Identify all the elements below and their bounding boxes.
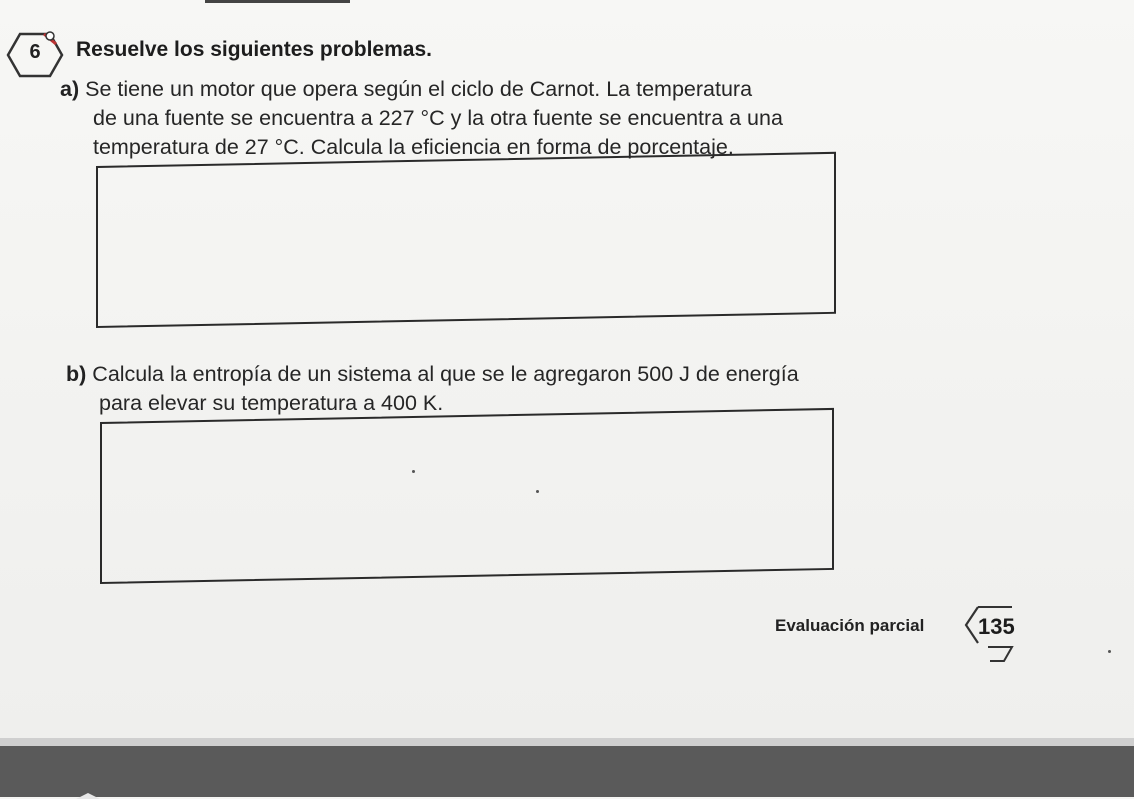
section-label: Evaluación parcial <box>775 616 925 635</box>
problem-a-label: a) <box>60 77 80 101</box>
top-rule <box>205 0 350 3</box>
answer-box-a[interactable] <box>96 152 836 328</box>
problem-b <box>66 360 799 418</box>
paper-speck <box>536 490 539 493</box>
page-number: 135 <box>978 614 1015 639</box>
problem-a-line-1: Se tiene un motor que opera según el ciclo de Carnot. La temperatura <box>85 77 753 101</box>
answer-box-b[interactable] <box>100 408 834 584</box>
bottom-toolbar <box>0 738 1134 797</box>
problem-b-line-2: para elevar su temperatura a 400 K. <box>99 391 444 415</box>
paper-speck <box>412 470 415 473</box>
exercise-number-badge <box>6 30 64 80</box>
problem-b-label: b) <box>66 362 87 386</box>
problem-a-line-3: temperatura de 27 °C. Calcula la eficiencia en forma de porcentaje. <box>93 135 734 159</box>
problem-a <box>60 75 783 162</box>
exercise-heading: Resuelve los siguientes problemas. <box>76 38 432 61</box>
problem-b-line-1: Calcula la entropía de un sistema al que se le agregaron 500 J de energía <box>92 362 799 386</box>
exercise-number: 6 <box>29 41 41 63</box>
problem-a-line-2: de una fuente se encuentra a 227 °C y la otra fuente se encuentra a una <box>93 106 783 130</box>
bleed-through <box>560 8 563 22</box>
page-number-badge <box>960 603 1030 668</box>
caret-up-icon[interactable] <box>76 793 100 799</box>
paper-speck <box>1108 650 1111 653</box>
